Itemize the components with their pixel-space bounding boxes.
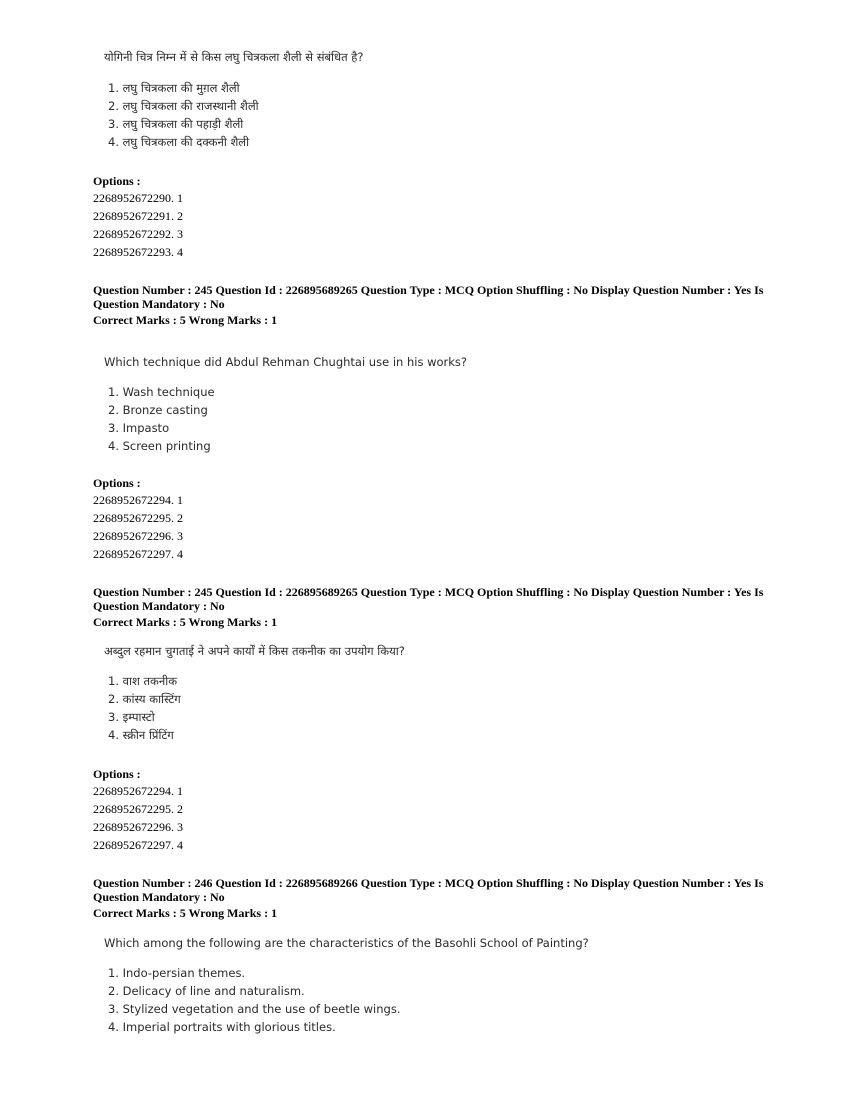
- option-id: 2268952672296. 3: [93, 529, 183, 543]
- options-label: Options :: [93, 174, 141, 188]
- choice-4: 4. Imperial portraits with glorious titles.: [108, 1020, 336, 1034]
- option-id: 2268952672295. 2: [93, 511, 183, 525]
- question-text: योगिनी चित्र निम्न में से किस लघु चित्रकला शैली से संबंधित है?: [104, 50, 364, 64]
- choice-4: 4. स्क्रीन प्रिंटिंग: [108, 728, 174, 742]
- option-id: 2268952672294. 1: [93, 784, 183, 798]
- choice-2: 2. Delicacy of line and naturalism.: [108, 984, 305, 998]
- question-mandatory: Question Mandatory : No: [93, 297, 225, 311]
- question-mandatory: Question Mandatory : No: [93, 890, 225, 904]
- choice-3: 3. लघु चित्रकला की पहाड़ी शैली: [108, 117, 244, 131]
- choice-1: 1. Indo-persian themes.: [108, 966, 246, 980]
- choice-2: 2. कांस्य कास्टिंग: [108, 692, 181, 706]
- choice-3: 3. इम्पास्टो: [108, 710, 155, 724]
- option-id: 2268952672292. 3: [93, 227, 183, 241]
- marks-line: Correct Marks : 5 Wrong Marks : 1: [93, 906, 278, 920]
- choice-3: 3. Stylized vegetation and the use of beetle wings.: [108, 1002, 401, 1016]
- marks-line: Correct Marks : 5 Wrong Marks : 1: [93, 615, 278, 629]
- options-label: Options :: [93, 476, 141, 490]
- question-text: Which technique did Abdul Rehman Chughtai use in his works?: [104, 355, 468, 369]
- choice-1: 1. Wash technique: [108, 385, 215, 399]
- option-id: 2268952672293. 4: [93, 245, 183, 259]
- option-id: 2268952672297. 4: [93, 547, 183, 561]
- choice-4: 4. लघु चित्रकला की दक्कनी शैली: [108, 135, 250, 149]
- option-id: 2268952672297. 4: [93, 838, 183, 852]
- option-id: 2268952672296. 3: [93, 820, 183, 834]
- option-id: 2268952672295. 2: [93, 802, 183, 816]
- question-mandatory: Question Mandatory : No: [93, 599, 225, 613]
- choice-1: 1. लघु चित्रकला की मुग़ल शैली: [108, 81, 240, 95]
- question-meta: Question Number : 245 Question Id : 226895689265 Question Type : MCQ Option Shuffling : No Display Question Number : Yes Is: [93, 585, 764, 599]
- choice-2: 2. लघु चित्रकला की राजस्थानी शैली: [108, 99, 259, 113]
- choice-2: 2. Bronze casting: [108, 403, 208, 417]
- option-id: 2268952672290. 1: [93, 191, 183, 205]
- choice-1: 1. वाश तकनीक: [108, 674, 178, 688]
- question-meta: Question Number : 245 Question Id : 226895689265 Question Type : MCQ Option Shuffling : No Display Question Number : Yes Is: [93, 283, 764, 297]
- question-meta: Question Number : 246 Question Id : 226895689266 Question Type : MCQ Option Shuffling : No Display Question Number : Yes Is: [93, 876, 764, 890]
- option-id: 2268952672291. 2: [93, 209, 183, 223]
- question-text: Which among the following are the characteristics of the Basohli School of Painting?: [104, 936, 589, 950]
- marks-line: Correct Marks : 5 Wrong Marks : 1: [93, 313, 278, 327]
- choice-3: 3. Impasto: [108, 421, 170, 435]
- question-text: अब्दुल रहमान चुगताई ने अपने कार्यों में किस तकनीक का उपयोग किया?: [104, 644, 405, 658]
- options-label: Options :: [93, 767, 141, 781]
- choice-4: 4. Screen printing: [108, 439, 211, 453]
- option-id: 2268952672294. 1: [93, 493, 183, 507]
